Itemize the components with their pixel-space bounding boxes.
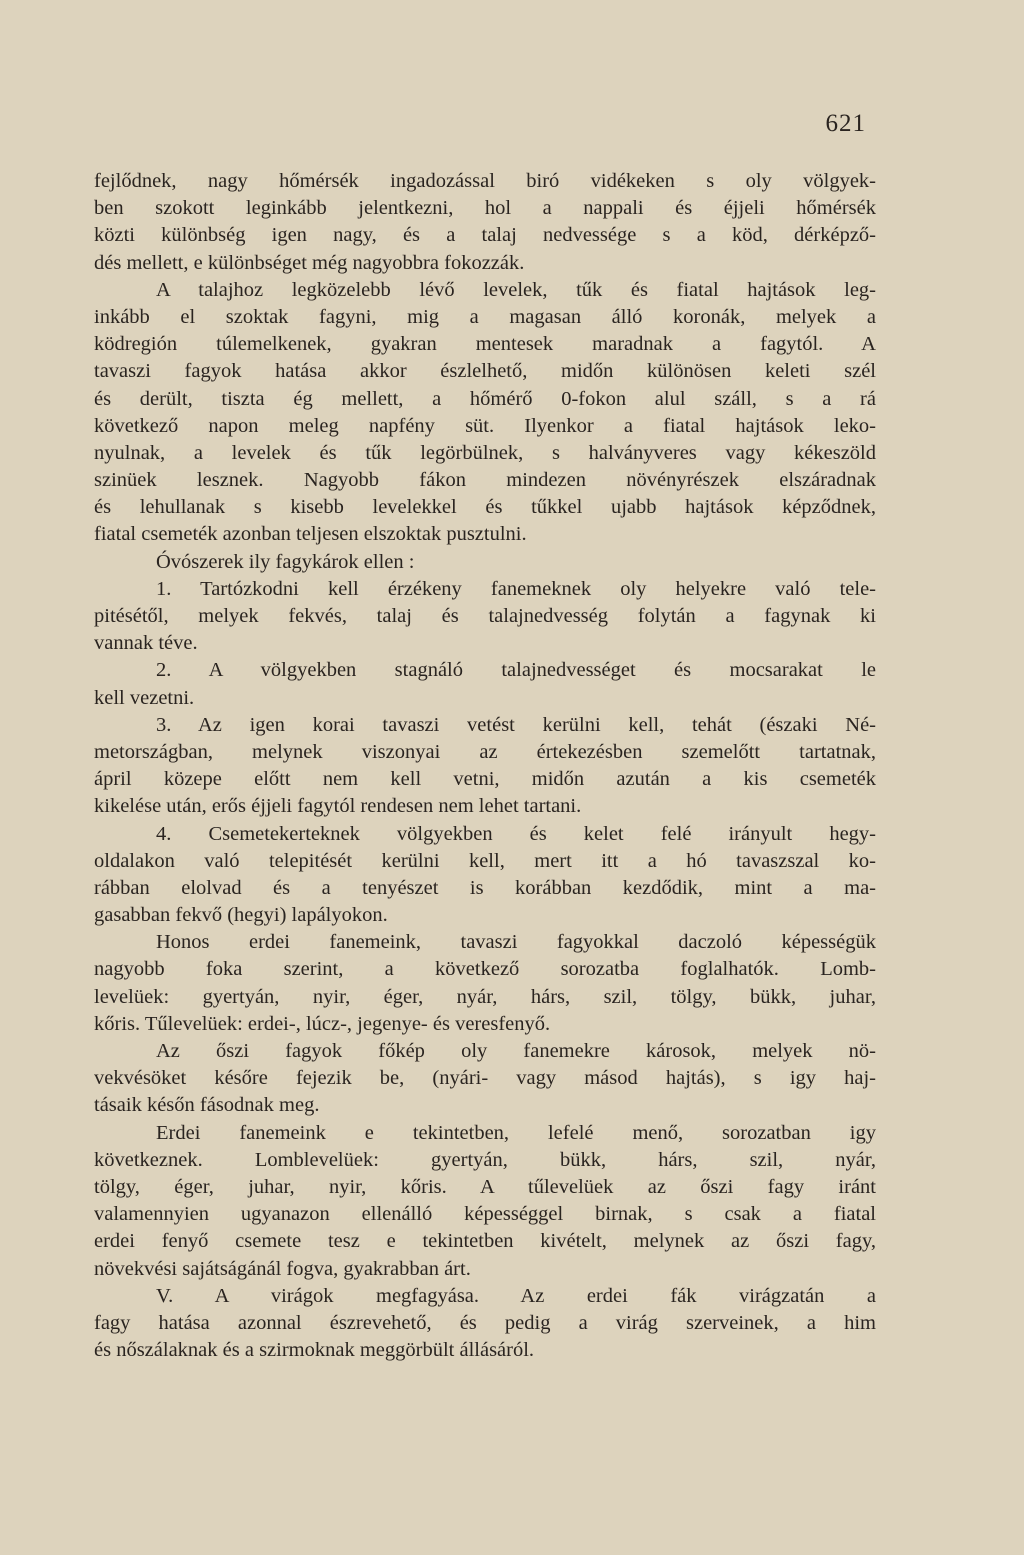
text-line: V. A virágok megfagyása. Az erdei fák virágzatán a bbox=[156, 1284, 876, 1307]
text-line: nagyobb foka szerint, a következő sorozatba foglalhatók. Lomb- bbox=[94, 958, 876, 981]
text-line: erdei fenyő csemete tesz e tekintetben kivételt, melynek az őszi fagy, bbox=[94, 1230, 876, 1253]
text-line: Óvószerek ily fagykárok ellen : bbox=[156, 550, 415, 573]
text-line: és lehullanak s kisebb levelekkel és tűkkel ujabb hajtások képződnek, bbox=[94, 496, 876, 519]
text-line: A talajhoz legközelebb lévő levelek, tűk és fiatal hajtások leg- bbox=[156, 278, 876, 301]
text-line: levelüek: gyertyán, nyir, éger, nyár, hárs, szil, tölgy, bükk, juhar, bbox=[94, 985, 876, 1008]
text-line: vannak téve. bbox=[94, 632, 198, 655]
text-line: Erdei fanemeink e tekintetben, lefelé menő, sorozatban igy bbox=[156, 1121, 876, 1144]
text-line: ködregión túlemelkenek, gyakran mentesek maradnak a fagytól. A bbox=[94, 333, 876, 356]
text-line: kőris. Tűlevelüek: erdei-, lúcz-, jegenye- és veresfenyő. bbox=[94, 1012, 551, 1035]
text-line: kell vezetni. bbox=[94, 686, 195, 709]
text-line: következnek. Lomblevelüek: gyertyán, bükk, hárs, szil, nyár, bbox=[94, 1148, 876, 1171]
text-line: rábban elolvad és a tenyészet is korábban kezdődik, mint a ma- bbox=[94, 876, 876, 899]
text-line: növekvési sajátságánál fogva, gyakrabban árt. bbox=[94, 1257, 471, 1280]
text-line: valamennyien ugyanazon ellenálló képességgel birnak, s csak a fiatal bbox=[94, 1203, 876, 1226]
text-line: tásaik későn fásodnak meg. bbox=[94, 1094, 320, 1117]
page-number: 621 bbox=[825, 110, 866, 137]
text-line: pitésétől, melyek fekvés, talaj és talajnedvesség folytán a fagynak ki bbox=[94, 605, 876, 627]
text-line: 3. Az igen korai tavaszi vetést kerülni kell, tehát (északi Né- bbox=[156, 713, 876, 736]
text-line: fiatal csemeték azonban teljesen elszoktak pusztulni. bbox=[94, 523, 527, 546]
text-line: következő napon meleg napfény süt. Ilyenkor a fiatal hajtások leko- bbox=[94, 414, 876, 437]
text-line: kikelése után, erős éjjeli fagytól rendesen nem lehet tartani. bbox=[94, 795, 582, 818]
body-text bbox=[94, 168, 876, 1364]
text-line: és nőszálaknak és a szirmoknak meggörbült állásáról. bbox=[94, 1339, 535, 1362]
text-line: Honos erdei fanemeink, tavaszi fagyokkal daczoló képességük bbox=[156, 931, 876, 954]
text-line: közti különbség igen nagy, és a talaj nedvessége s a köd, dérképző- bbox=[94, 224, 876, 247]
text-line: nyulnak, a levelek és tűk legörbülnek, s halványveres vagy kékeszöld bbox=[94, 441, 876, 464]
text-line: oldalakon való telepitését kerülni kell, mert itt a hó tavaszszal ko- bbox=[94, 849, 876, 872]
text-line: és derült, tiszta ég mellett, a hőmérő 0-fokon alul száll, s a rá bbox=[94, 387, 876, 410]
text-line: metországban, melynek viszonyai az értekezésben szemelőtt tartatnak, bbox=[94, 740, 876, 763]
text-line: 1. Tartózkodni kell érzékeny fanemeknek oly helyekre való tele- bbox=[156, 577, 876, 600]
text-line: tölgy, éger, juhar, nyir, kőris. A tűlevelüek az őszi fagy iránt bbox=[94, 1175, 876, 1198]
text-line: tavaszi fagyok hatása akkor észlelhető, midőn különösen keleti szél bbox=[94, 360, 876, 383]
text-line: ápril közepe előtt nem kell vetni, midőn azután a kis csemeték bbox=[94, 768, 876, 791]
text-line: dés mellett, e különbséget még nagyobbra fokozzák. bbox=[94, 251, 525, 274]
text-line: fejlődnek, nagy hőmérsék ingadozással biró vidékeken s oly völgyek- bbox=[94, 170, 876, 192]
text-line: 4. Csemetekerteknek völgyekben és kelet felé irányult hegy- bbox=[156, 822, 876, 845]
text-line: vekvésöket későre fejezik be, (nyári- vagy másod hajtás), s igy haj- bbox=[94, 1067, 876, 1090]
text-line: ben szokott leginkább jelentkezni, hol a nappali és éjjeli hőmérsék bbox=[94, 197, 876, 220]
text-line: Az őszi fagyok főkép oly fanemekre károsok, melyek nö- bbox=[156, 1040, 876, 1062]
text-line: gasabban fekvő (hegyi) lapályokon. bbox=[94, 904, 388, 927]
text-line: fagy hatása azonnal észrevehető, és pedig a virág szerveinek, a him bbox=[94, 1311, 876, 1334]
text-line: inkább el szoktak fagyni, mig a magasan álló koronák, melyek a bbox=[94, 305, 876, 328]
text-line: szinüek lesznek. Nagyobb fákon mindezen növényrészek elszáradnak bbox=[94, 469, 876, 492]
text-line: 2. A völgyekben stagnáló talajnedvességet és mocsarakat le bbox=[156, 659, 876, 682]
